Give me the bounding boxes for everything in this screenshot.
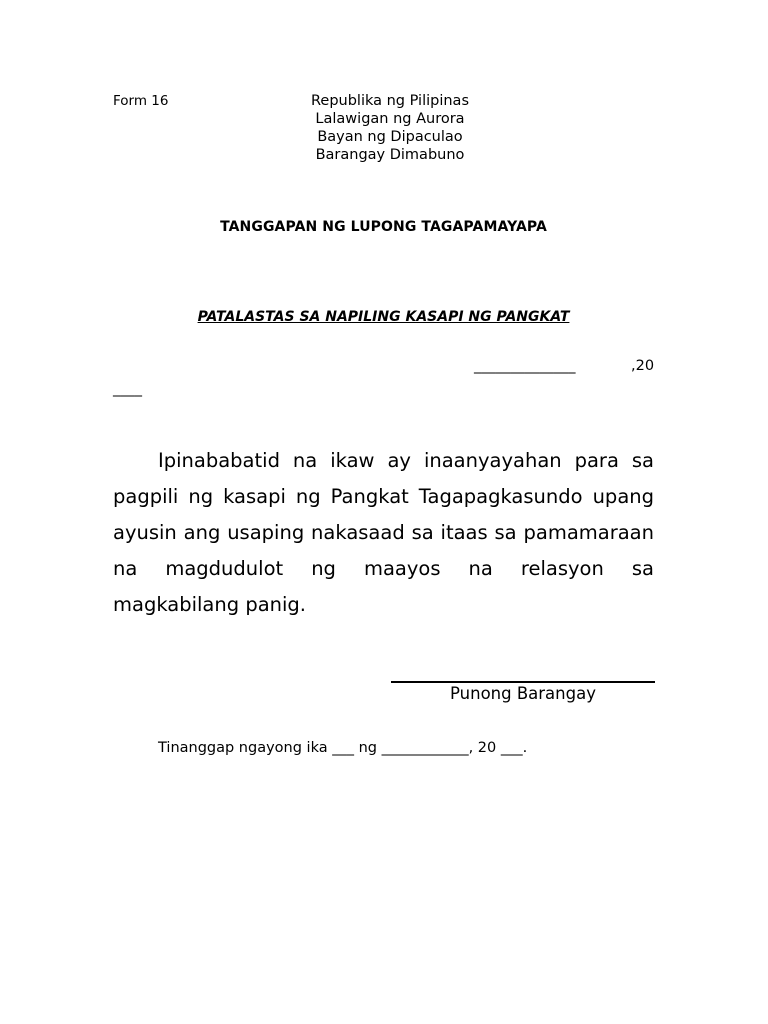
signature-label: Punong Barangay (450, 684, 596, 703)
form-number: Form 16 (113, 93, 169, 109)
letterhead-line-republic: Republika ng Pilipinas (310, 93, 469, 109)
letterhead-line-province: Lalawigan ng Aurora (315, 111, 465, 127)
signature-line (391, 681, 655, 683)
body-paragraph: Ipinababatid na ikaw ay inaanyayahan para sa pagpili ng kasapi ng Pangkat Tagapagkasundo upang ayusin ang usaping nakasaad sa itaas sa pamamaraan na magdudulot ng maayos na relasyon sa magkabilang panig. (113, 449, 654, 616)
letterhead-line-barangay: Barangay Dimabuno (315, 147, 465, 163)
office-title: TANGGAPAN NG LUPONG TAGAPAMAYAPA (220, 219, 547, 235)
letterhead (290, 92, 490, 164)
date-blank: ______________ (474, 358, 576, 374)
date-year-prefix: ,20 (631, 358, 655, 374)
received-line: Tinanggap ngayong ika ___ ng ____________, 20 ___. (158, 740, 528, 756)
date-year-blank: ____ (113, 381, 142, 397)
notice-title: PATALASTAS SA NAPILING KASAPI NG PANGKAT (197, 309, 570, 325)
letterhead-line-town: Bayan ng Dipaculao (317, 129, 463, 145)
